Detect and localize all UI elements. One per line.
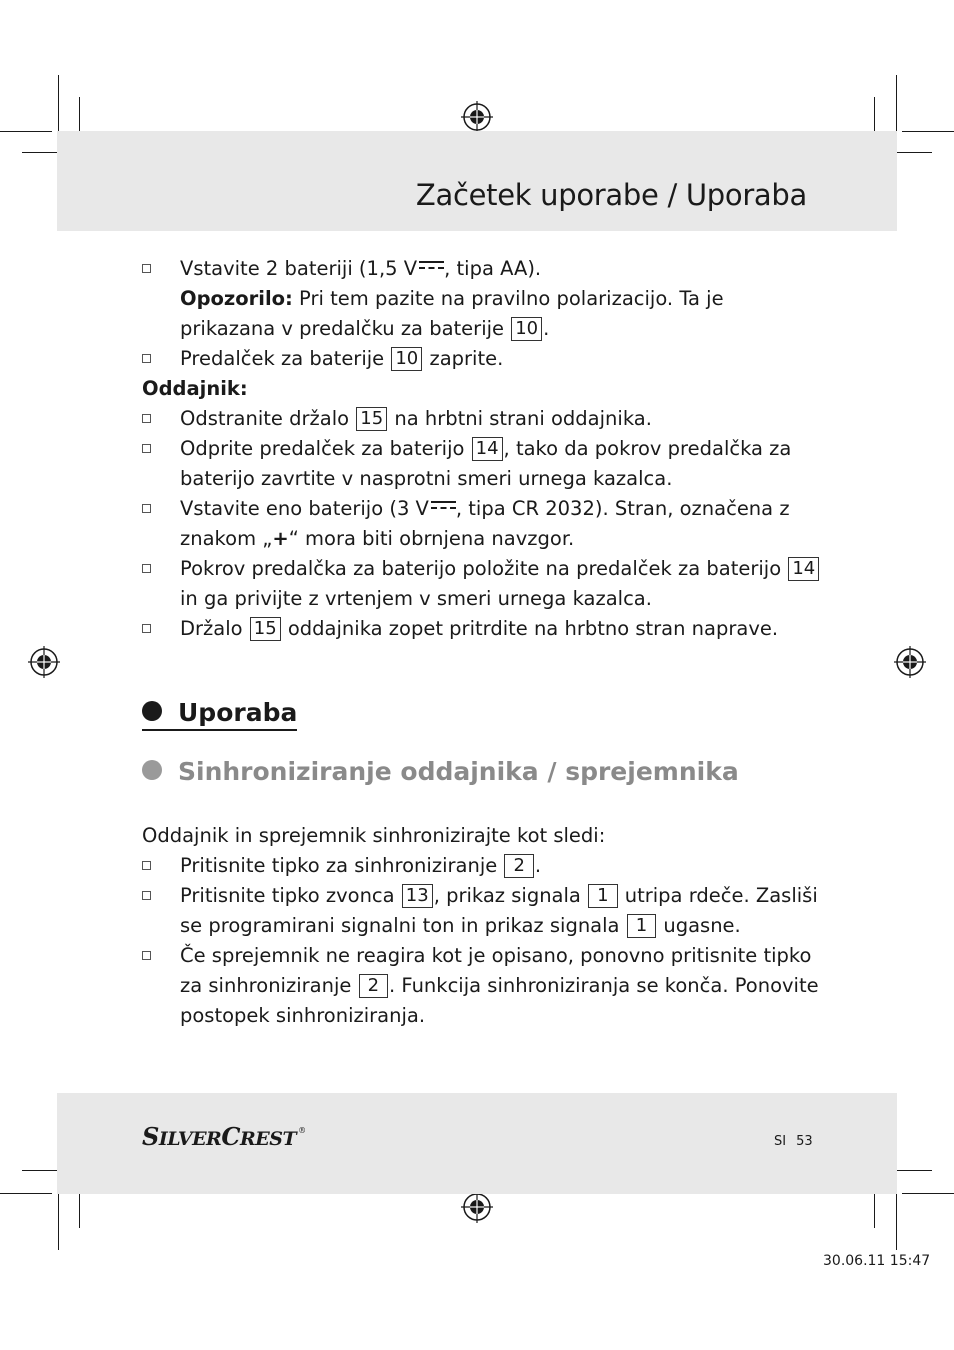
reference-number: 15 [356,407,387,431]
reference-number: 2 [359,974,388,998]
crop-mark [902,131,954,132]
list-item: Vstavite 2 bateriji (1,5 V , tipa AA). Opozorilo: Pri tem pazite na pravilno polarizacijo. Ta je prikazana v predalčku za baterije 10 . [142,254,822,344]
reference-number: 14 [788,557,819,581]
checkbox-bullet-icon [142,891,151,900]
crop-mark [0,131,52,132]
bullet-dot-icon [142,701,162,721]
reference-number: 2 [504,854,533,878]
reference-number: 1 [627,914,656,938]
list-item: Odstranite držalo 15 na hrbtni strani oddajnika. [142,404,822,434]
reference-number: 14 [472,437,503,461]
list-item: Če sprejemnik ne reagira kot je opisano, ponovno pritisnite tipko za sinhroniziranje 2 . Funkcija sinhroniziranja se konča. Ponovite postopek sinhroniziranja. [142,941,822,1031]
registration-mark-icon [461,1191,493,1223]
sync-intro: Oddajnik in sprejemnik sinhronizirajte kot sledi: [142,824,606,847]
print-timestamp: 30.06.11 15:47 [823,1253,931,1269]
list-item: Vstavite eno baterijo (3 V , tipa CR 2032). Stran, označena z znakom „+“ mora biti obrnjena navzgor. [142,494,822,554]
list-item: Pokrov predalčka za baterijo položite na predalček za baterijo 14 in ga privijte z vrtenjem v smeri urnega kazalca. [142,554,822,614]
checkbox-bullet-icon [142,414,151,423]
checkbox-bullet-icon [142,861,151,870]
registration-mark-icon [894,646,926,678]
dc-symbol-icon [431,501,456,511]
crop-mark [896,75,897,137]
checkbox-bullet-icon [142,951,151,960]
reference-number: 13 [402,884,433,908]
reference-number: 1 [588,884,617,908]
checkbox-bullet-icon [142,444,151,453]
silvercrest-logo: SILVERCREST ® [142,1122,306,1151]
crop-mark [902,1193,954,1194]
crop-mark [79,1188,80,1228]
checkbox-bullet-icon [142,624,151,633]
registration-mark-icon [461,101,493,133]
list-item: Predalček za baterije 10 zaprite. [142,344,822,374]
bullet-dot-icon [142,760,162,780]
battery-instructions [142,254,822,644]
registration-mark-icon [28,646,60,678]
reference-number: 10 [391,347,422,371]
list-item: Pritisnite tipko za sinhroniziranje 2 . [142,851,822,881]
crop-mark [874,1188,875,1228]
page-title: Začetek uporabe / Uporaba [415,178,807,212]
crop-mark [0,1193,52,1194]
crop-mark [58,1188,59,1250]
dc-symbol-icon [419,261,444,271]
sync-instructions [142,821,822,1031]
list-item: Odprite predalček za baterijo 14 , tako da pokrov predalčka za baterijo zavrtite v nasprotni smeri urnega kazalca. [142,434,822,494]
crop-mark [896,1188,897,1250]
crop-mark [58,75,59,137]
checkbox-bullet-icon [142,504,151,513]
section-heading-sync: Sinhroniziranje oddajnika / sprejemnika [142,757,739,786]
reference-number: 15 [250,617,281,641]
heading-underline [142,729,297,731]
list-item: Držalo 15 oddajnika zopet pritrdite na hrbtno stran naprave. [142,614,822,644]
checkbox-bullet-icon [142,564,151,573]
section-heading-uporaba: Uporaba [142,698,297,727]
checkbox-bullet-icon [142,354,151,363]
reference-number: 10 [511,317,542,341]
checkbox-bullet-icon [142,264,151,273]
transmitter-label: Oddajnik: [142,377,248,400]
note-label: Opozorilo: [180,287,293,310]
list-item: Pritisnite tipko zvonca 13 , prikaz signala 1 utripa rdeče. Zasliši se programirani signalni ton in prikaz signala 1 ugasne. [142,881,822,941]
language-code: SI [774,1134,787,1149]
page-number [774,1134,813,1149]
page-number-value: 53 [796,1134,813,1149]
